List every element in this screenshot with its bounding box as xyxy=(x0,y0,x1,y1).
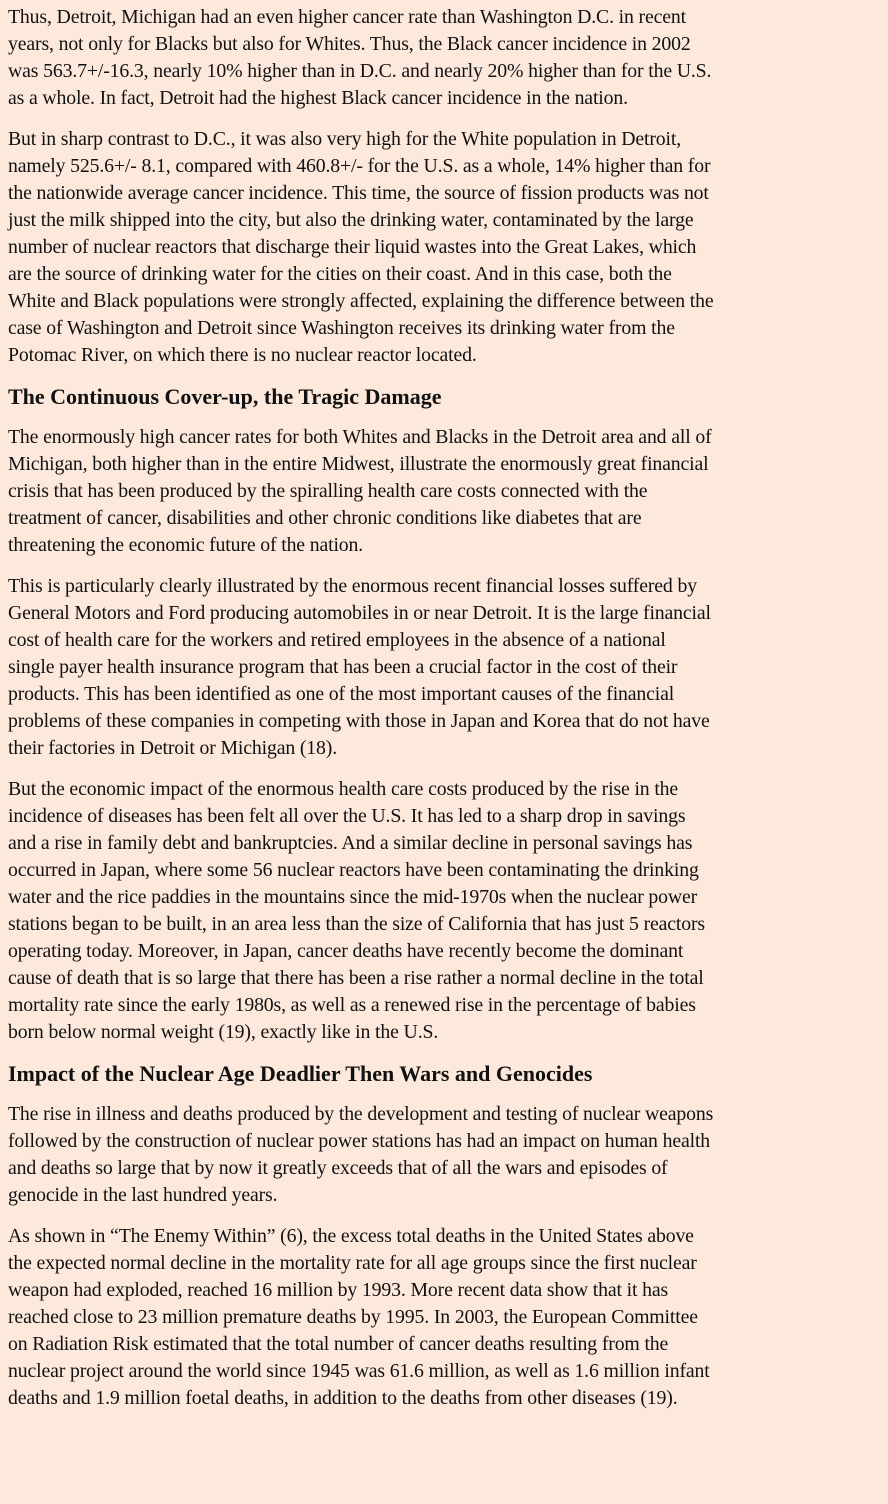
paragraph-illness-deaths xyxy=(8,1101,880,1209)
paragraph-economic-impact xyxy=(8,776,880,1046)
text-line: are the source of drinking water for the cities on their coast. And in this case, both the xyxy=(8,263,672,285)
text-line: crisis that has been produced by the spiralling health care costs connected with the xyxy=(8,480,648,502)
text-line: single payer health insurance program that has been a crucial factor in the cost of their xyxy=(8,656,678,678)
text-line: namely 525.6+/- 8.1, compared with 460.8+/- for the U.S. as a whole, 14% higher than for xyxy=(8,155,711,177)
text-line: deaths and 1.9 million foetal deaths, in addition to the deaths from other diseases (19). xyxy=(8,1387,678,1409)
text-line: number of nuclear reactors that discharge their liquid wastes into the Great Lakes, which xyxy=(8,236,697,258)
paragraph-financial-crisis xyxy=(8,424,880,559)
text-line: as a whole. In fact, Detroit had the highest Black cancer incidence in the nation. xyxy=(8,87,628,109)
text-line: Potomac River, on which there is no nuclear reactor located. xyxy=(8,344,477,366)
text-line: just the milk shipped into the city, but also the drinking water, contaminated by the large xyxy=(8,209,694,231)
text-line: and a rise in family debt and bankruptcies. And a similar decline in personal savings has xyxy=(8,832,693,854)
text-line: Michigan, both higher than in the entire Midwest, illustrate the enormously great financial xyxy=(8,453,709,475)
text-line: water and the rice paddies in the mountains since the mid-1970s when the nuclear power xyxy=(8,886,698,908)
text-line: problems of these companies in competing with those in Japan and Korea that do not have xyxy=(8,710,710,732)
text-line: But in sharp contrast to D.C., it was also very high for the White population in Detroit, xyxy=(8,128,682,150)
text-line: Thus, Detroit, Michigan had an even higher cancer rate than Washington D.C. in recent xyxy=(8,6,686,28)
text-line: stations began to be built, in an area less than the size of California that has just 5 reactors xyxy=(8,913,705,935)
paragraph-detroit-cancer-rate xyxy=(8,4,880,112)
text-line: years, not only for Blacks but also for Whites. Thus, the Black cancer incidence in 2002 xyxy=(8,33,691,55)
text-line: General Motors and Ford producing automobiles in or near Detroit. It is the large financial xyxy=(8,602,711,624)
paragraph-automakers xyxy=(8,573,880,762)
paragraph-enemy-within xyxy=(8,1223,880,1412)
text-line: The rise in illness and deaths produced by the development and testing of nuclear weapons xyxy=(8,1103,714,1125)
text-line: This is particularly clearly illustrated by the enormous recent financial losses suffered by xyxy=(8,575,697,597)
text-line: the nationwide average cancer incidence. This time, the source of fission products was not xyxy=(8,182,709,204)
text-line: operating today. Moreover, in Japan, cancer deaths have recently become the dominant xyxy=(8,940,684,962)
text-line: mortality rate since the early 1980s, as well as a renewed rise in the percentage of babies xyxy=(8,994,696,1016)
text-line: genocide in the last hundred years. xyxy=(8,1184,278,1206)
section-heading-cover-up: The Continuous Cover-up, the Tragic Damage xyxy=(8,384,442,409)
text-line: nuclear project around the world since 1945 was 61.6 million, as well as 1.6 million infant xyxy=(8,1360,710,1382)
text-line: and deaths so large that by now it greatly exceeds that of all the wars and episodes of xyxy=(8,1157,668,1179)
text-line: weapon had exploded, reached 16 million by 1993. More recent data show that it has xyxy=(8,1279,669,1301)
text-line: occurred in Japan, where some 56 nuclear reactors have been contaminating the drinking xyxy=(8,859,699,881)
text-line: on Radiation Risk estimated that the total number of cancer deaths resulting from the xyxy=(8,1333,669,1355)
text-line: was 563.7+/-16.3, nearly 10% higher than in D.C. and nearly 20% higher than for the U.S. xyxy=(8,60,712,82)
text-line: But the economic impact of the enormous health care costs produced by the rise in the xyxy=(8,778,679,800)
text-line: case of Washington and Detroit since Washington receives its drinking water from the xyxy=(8,317,675,339)
section-heading-nuclear-age: Impact of the Nuclear Age Deadlier Then Wars and Genocides xyxy=(8,1061,593,1086)
text-line: cause of death that is so large that there has been a rise rather a normal decline in the total xyxy=(8,967,704,989)
text-line: products. This has been identified as one of the most important causes of the financial xyxy=(8,683,675,705)
paragraph-white-population xyxy=(8,126,880,369)
text-line: reached close to 23 million premature deaths by 1995. In 2003, the European Committee xyxy=(8,1306,698,1328)
text-line: treatment of cancer, disabilities and other chronic conditions like diabetes that are xyxy=(8,507,642,529)
text-line: incidence of diseases has been felt all over the U.S. It has led to a sharp drop in savings xyxy=(8,805,686,827)
text-line: threatening the economic future of the nation. xyxy=(8,534,364,556)
text-line: followed by the construction of nuclear power stations has had an impact on human health xyxy=(8,1130,711,1152)
text-line: The enormously high cancer rates for both Whites and Blacks in the Detroit area and all of xyxy=(8,426,712,448)
text-line: cost of health care for the workers and retired employees in the absence of a national xyxy=(8,629,666,651)
text-line: born below normal weight (19), exactly like in the U.S. xyxy=(8,1021,439,1043)
text-line: the expected normal decline in the mortality rate for all age groups since the first nuclear xyxy=(8,1252,697,1274)
text-line: their factories in Detroit or Michigan (18). xyxy=(8,737,338,759)
text-line: White and Black populations were strongly affected, explaining the difference between the xyxy=(8,290,714,312)
text-line: As shown in “The Enemy Within” (6), the excess total deaths in the United States above xyxy=(8,1225,694,1247)
